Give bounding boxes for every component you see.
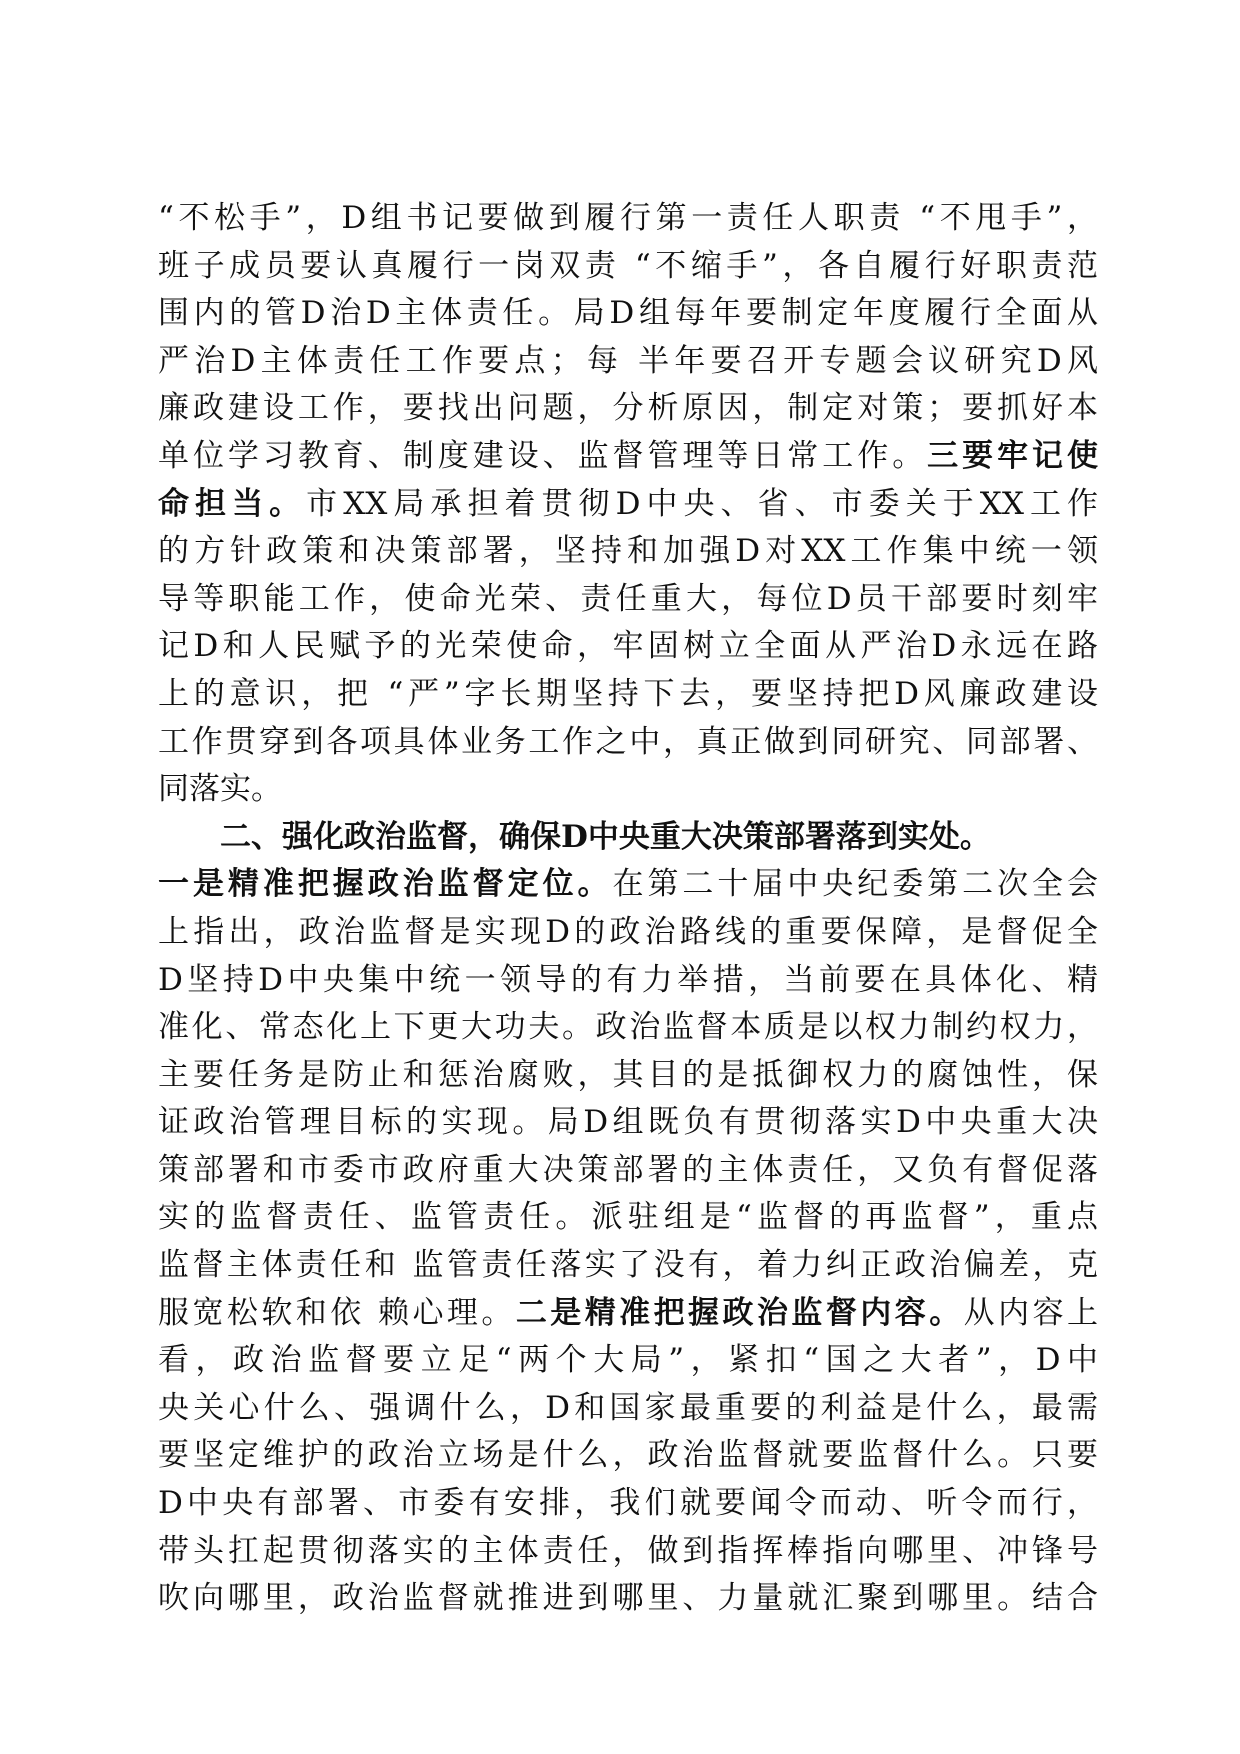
- text-segment: 主要任务是防止和惩治腐败，其目的是抵御权力的腐蚀性，保: [158, 1056, 1098, 1093]
- text-segment: 上指出，政治监督是实现D的政治路线的重要保障，是督促全: [158, 913, 1098, 950]
- text-line: [158, 1432, 1098, 1480]
- text-segment: 市XX局承担着贯彻D中央、省、市委关于XX工作: [306, 485, 1099, 522]
- text-segment: 廉政建设工作，要找出问题，分析原因，制定对策；要抓好本: [158, 390, 1098, 427]
- text-line: [158, 909, 1098, 957]
- text-line: [158, 1385, 1098, 1433]
- text-line: [158, 814, 1098, 862]
- text-segment: 看，政治监督要立足“两个大局”，紧扣“国之大者”，D中: [158, 1342, 1098, 1379]
- text-line: [158, 1337, 1098, 1385]
- text-segment: 上的意识，把 “严”字长期坚持下去，要坚持把D风廉政建设: [158, 675, 1098, 712]
- text-segment: 策部署和市委市政府重大决策部署的主体责任，又负有督促落: [158, 1151, 1098, 1188]
- text-segment: 准化、常态化上下更大功夫。政治监督本质是以权力制约权力，: [158, 1009, 1098, 1046]
- text-segment: 证政治管理目标的实现。局D组既负有贯彻落实D中央重大决: [158, 1104, 1098, 1141]
- text-line: [158, 528, 1098, 576]
- text-line: [158, 1194, 1098, 1242]
- text-segment: 单位学习教育、制度建设、监督管理等日常工作。: [158, 437, 928, 474]
- bold-text-segment: 命担当。: [158, 485, 307, 522]
- bold-text-segment: 一是精准把握政治监督定位。: [158, 866, 613, 903]
- text-line: [158, 243, 1098, 291]
- text-segment: 同落实。: [158, 771, 282, 808]
- text-segment: 的方针政策和决策部署，坚持和加强D对XX工作集中统一领: [158, 533, 1098, 570]
- text-segment: 央关心什么、强调什么，D和国家最重要的利益是什么，最需: [158, 1389, 1098, 1426]
- text-line: [158, 719, 1098, 767]
- text-segment: 从内容上: [963, 1294, 1099, 1331]
- text-line: [158, 195, 1098, 243]
- text-line: [158, 1147, 1098, 1195]
- bold-text-segment: 二是精准把握政治监督内容。: [515, 1294, 964, 1331]
- text-line: [158, 481, 1098, 529]
- text-line: [158, 623, 1098, 671]
- text-segment: 导等职能工作，使命光荣、责任重大，每位D员干部要时刻牢: [158, 580, 1098, 617]
- text-line: [158, 1242, 1098, 1290]
- text-segment: 记D和人民赋予的光荣使命，牢固树立全面从严治D永远在路: [158, 628, 1098, 665]
- text-line: [158, 957, 1098, 1005]
- text-segment: 围内的管D治D主体责任。局D组每年要制定年度履行全面从: [158, 295, 1098, 332]
- text-line: [158, 385, 1098, 433]
- text-line: [158, 338, 1098, 386]
- text-line: [158, 1004, 1098, 1052]
- text-line: [158, 766, 1098, 814]
- text-segment: 在第二十届中央纪委第二次全会: [612, 866, 1098, 903]
- text-segment: 工作贯穿到各项具体业务工作之中，真正做到同研究、同部署、: [158, 723, 1098, 760]
- text-segment: 班子成员要认真履行一岗双责 “不缩手”，各自履行好职责范: [158, 247, 1098, 284]
- text-segment: 吹向哪里，政治监督就推进到哪里、力量就汇聚到哪里。结合: [158, 1580, 1098, 1617]
- text-line: [158, 433, 1098, 481]
- text-line: [158, 1052, 1098, 1100]
- bold-text-segment: 二、强化政治监督，确保D中央重大决策部署落到实处。: [220, 818, 991, 855]
- body-text: [158, 195, 1098, 1623]
- text-line: [158, 1290, 1098, 1338]
- text-line: [158, 576, 1098, 624]
- text-segment: 严治D主体责任工作要点；每 半年要召开专题会议研究D风: [158, 342, 1098, 379]
- text-line: [158, 1099, 1098, 1147]
- text-segment: 实的监督责任、监管责任。派驻组是“监督的再监督”，重点: [158, 1199, 1098, 1236]
- text-line: [158, 861, 1098, 909]
- text-segment: 带头扛起贯彻落实的主体责任，做到指挥棒指向哪里、冲锋号: [158, 1532, 1098, 1569]
- bold-text-segment: 三要牢记使: [927, 437, 1099, 474]
- text-segment: D中央有部署、市委有安排，我们就要闻令而动、听令而行，: [158, 1485, 1098, 1522]
- text-line: [158, 290, 1098, 338]
- text-segment: 要坚定维护的政治立场是什么，政治监督就要监督什么。只要: [158, 1437, 1098, 1474]
- text-segment: 服宽松软和依 赖心理。: [158, 1294, 516, 1331]
- text-segment: “不松手”，D组书记要做到履行第一责任人职责 “不甩手”，: [158, 200, 1098, 236]
- text-segment: 监督主体责任和 监管责任落实了没有，着力纠正政治偏差，克: [158, 1247, 1098, 1284]
- text-line: [158, 671, 1098, 719]
- text-line: [158, 1480, 1098, 1528]
- text-line: [158, 1575, 1098, 1623]
- text-segment: D坚持D中央集中统一领导的有力举措，当前要在具体化、精: [158, 961, 1098, 998]
- text-line: [158, 1528, 1098, 1576]
